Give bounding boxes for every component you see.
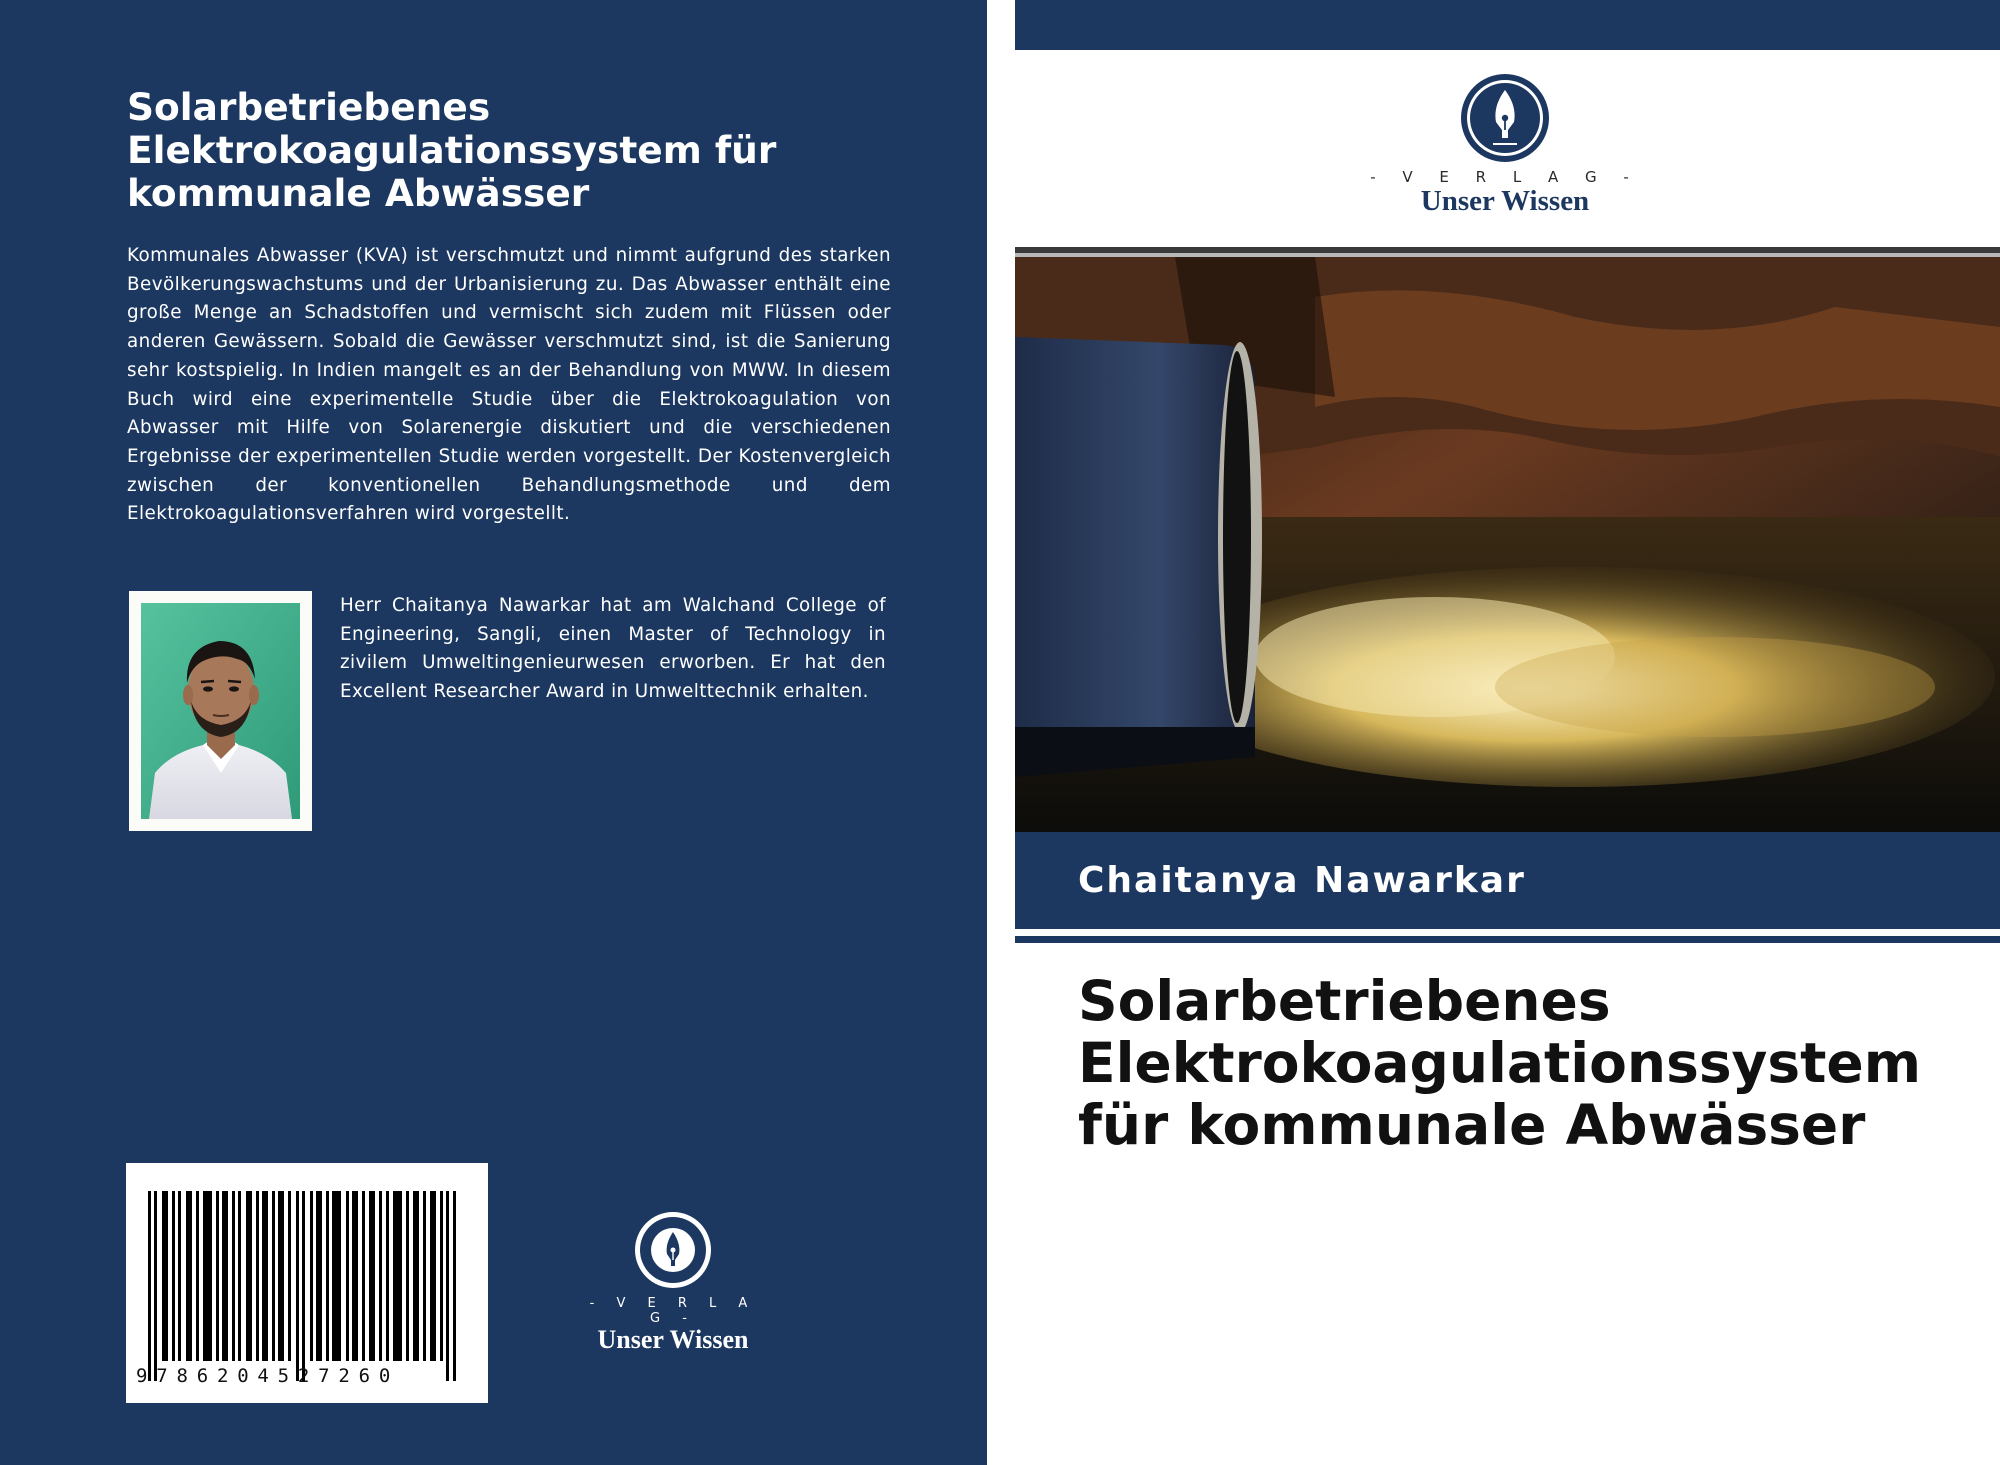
back-cover-blurb: Kommunales Abwasser (KVA) ist verschmutzt und nimmt aufgrund des starken Bevölkerungswachstums und der Urbanisierung zu. Das Abwasser enthält eine große Menge an Schadstoffen und vermischt sich zudem mit Flüssen oder anderen Gewässern. Sobald die Gewässer verschmutzt sind, ist die Sanierung sehr kostspielig. In Indien mangelt es an der Behandlung von MWW. In diesem Buch wird eine experimentelle Studie über die Elektrokoagulation von Abwasser mit Hilfe von Solarenergie diskutiert und die verschiedenen Ergebnisse der experimentellen Studie werden vorgestellt. Der Kostenvergleich zwischen der konventionellen Behandlungsmethode und dem Elektrokoagulationsverfahren wird vorgestellt. — [127, 245, 891, 525]
back-cover-title: Solarbetriebenes Elektrokoagulationssystem für kommunale Abwässer — [127, 85, 777, 215]
fountain-pen-nib-icon — [1459, 72, 1551, 164]
cover-photo-wastewater-pipe — [1015, 257, 2000, 832]
publisher-seal-icon — [633, 1210, 713, 1290]
spine-gap — [987, 0, 1015, 1465]
front-top-band — [1015, 0, 2000, 50]
isbn-digits: 9786204527260 — [136, 1365, 400, 1387]
back-logo-verlag: - V E R L A G - — [589, 1296, 757, 1326]
author-bio: Herr Chaitanya Nawarkar hat am Walchand College of Engineering, Sangli, einen Master of Technology in zivilem Umweltingenieurwesen erworben. Er hat den Excellent Researcher Award in Umwelttechnik erhalten. — [340, 595, 886, 703]
front-cover — [1015, 0, 2000, 1465]
back-cover — [0, 0, 987, 1465]
back-publisher-logo — [583, 1210, 763, 1354]
front-publisher-logo — [1355, 72, 1655, 222]
front-author-name: Chaitanya Nawarkar — [1078, 860, 1526, 901]
front-cover-title: Solarbetriebenes Elektrokoagulationssystem für kommunale Abwässer — [1078, 969, 1922, 1157]
front-logo-verlag: - V E R L A G - — [1370, 168, 1640, 186]
wastewater-outflow-image — [1015, 257, 2000, 832]
author-photo — [129, 591, 312, 831]
author-portrait-image — [141, 603, 300, 819]
front-logo-name: Unser Wissen — [1420, 185, 1590, 217]
band-rule — [1015, 936, 2000, 943]
isbn-barcode — [126, 1163, 488, 1403]
back-logo-name: Unser Wissen — [597, 1325, 749, 1354]
